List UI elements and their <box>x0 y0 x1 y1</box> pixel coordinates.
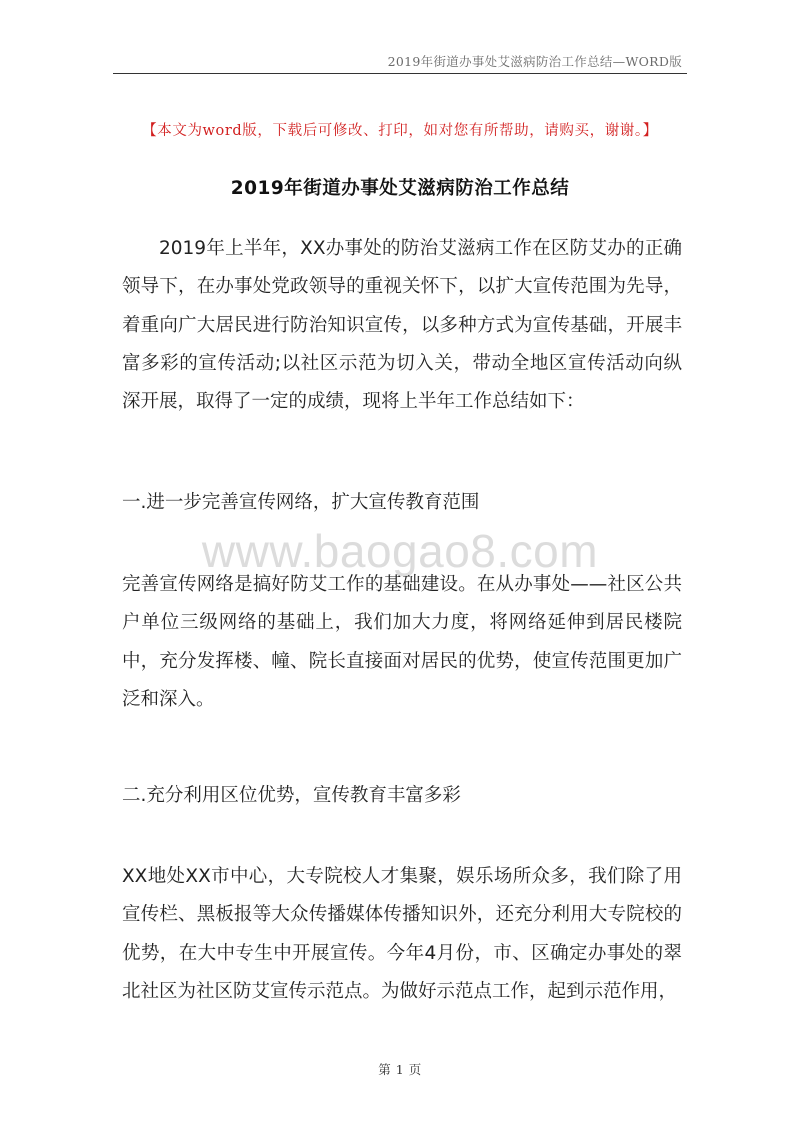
section-1-paragraph: 完善宣传网络是搞好防艾工作的基础建设。在从办事处——社区公共户单位三级网络的基础上，我们加大力度，将网络延伸到居民楼院中，充分发挥楼、幢、院长直接面对居民的优势，使宣传范围更加广泛和深入。 <box>122 574 682 710</box>
intro-paragraph: 2019年上半年，XX办事处的防治艾滋病工作在区防艾办的正确领导下，在办事处党政领导的重视关怀下，以扩大宣传范围为先导，着重向广大居民进行防治知识宣传，以多种方式为宣传基础，开展丰富多彩的宣传活动;以社区示范为切入关，带动全地区宣传活动向纵深开展，取得了一定的成绩，现将上半年工作总结如下： <box>122 238 682 413</box>
section-heading-2: 二.充分利用区位优势，宣传教育丰富多彩 <box>122 785 461 806</box>
download-notice: 【本文为word版，下载后可修改、打印，如对您有所帮助，请购买，谢谢。】 <box>142 123 658 139</box>
document-title: 2019年街道办事处艾滋病防治工作总结 <box>230 178 570 199</box>
running-header: 2019年街道办事处艾滋病防治工作总结—WORD版 <box>387 54 682 69</box>
section-2-paragraph: XX地处XX市中心，大专院校人才集聚，娱乐场所众多，我们除了用宣传栏、黑板报等大众传播媒体传播知识外，还充分利用大专院校的优势，在大中专生中开展宣传。今年4月份，市、区确定办事处的翠北社区为社区防艾宣传示范点。为做好示范点工作，起到示范作用， <box>122 866 682 1002</box>
page-number: 第 1 页 <box>378 1062 422 1077</box>
header-divider <box>113 73 687 74</box>
watermark: www.baogao8.com <box>201 525 599 577</box>
section-heading-1: 一.进一步完善宣传网络，扩大宣传教育范围 <box>122 492 480 513</box>
